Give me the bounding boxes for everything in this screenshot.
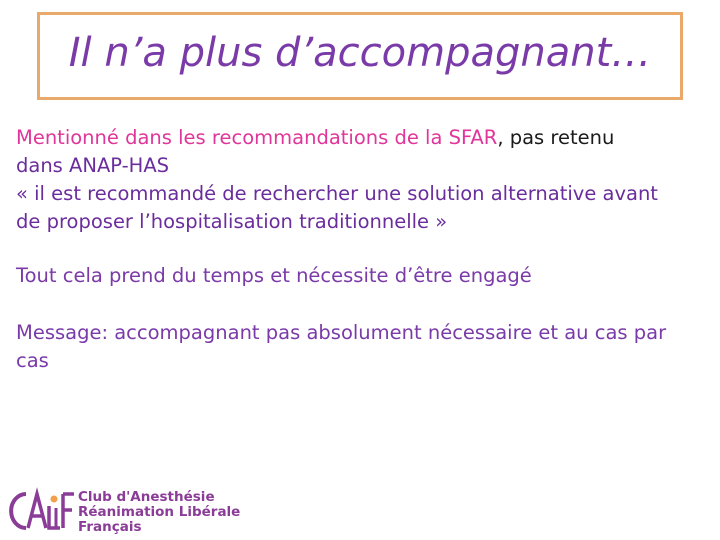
logo-line-2: Réanimation Libérale	[78, 504, 241, 520]
paragraph-line-2: dans ANAP-HAS	[16, 154, 170, 177]
paragraph-recommendations	[16, 124, 716, 236]
paragraph-line-3: « il est recommandé de rechercher une solution alternative avant	[16, 182, 658, 205]
logo-text	[78, 490, 240, 535]
logo-line-1: Club d'Anesthésie	[78, 489, 215, 505]
not-retained-text: , pas retenu	[497, 126, 615, 149]
logo-line-3: Français	[78, 519, 142, 535]
paragraph-line-4: de proposer l’hospitalisation traditionnelle »	[16, 210, 448, 233]
paragraph-message	[16, 319, 716, 375]
message-line-2: cas	[16, 349, 49, 372]
title-box	[37, 12, 683, 100]
paragraph-time-engagement: Tout cela prend du temps et nécessite d’être engagé	[16, 264, 532, 287]
paragraph-line-1	[16, 124, 716, 152]
slide-title: Il n’a plus d’accompagnant…	[68, 30, 652, 76]
sfar-mention: Mentionné dans les recommandations de la SFAR	[16, 126, 498, 149]
calif-logo-mark	[11, 494, 74, 528]
message-line-1: Message: accompagnant pas absolument nécessaire et au cas par	[16, 321, 667, 344]
